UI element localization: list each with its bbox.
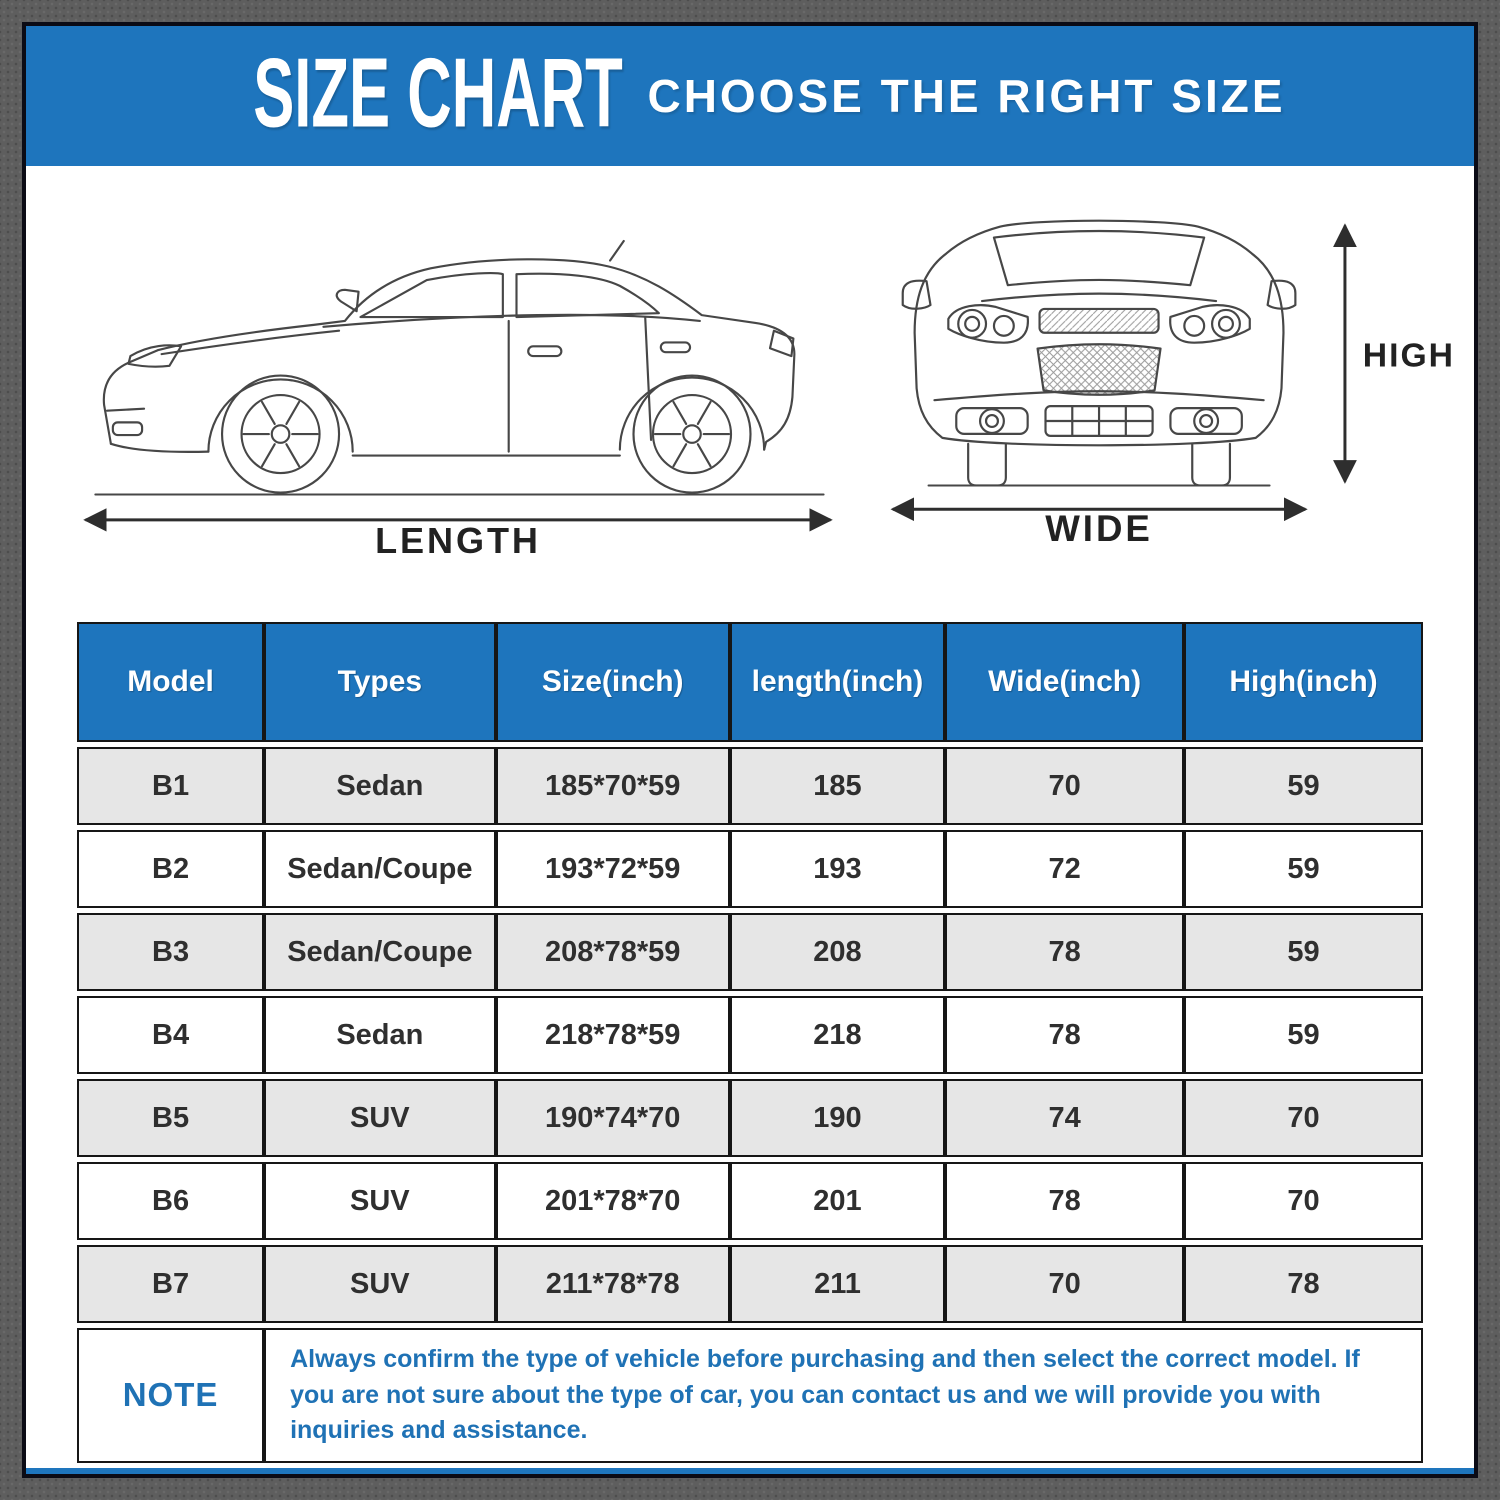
table-cell: 59 [1184, 830, 1423, 908]
note-text: Always confirm the type of vehicle before purchasing and then select the correct model. If you are not sure about the type of car, you can contact us and we will provide you with inquiries and assistance. [264, 1328, 1423, 1463]
size-table-footer [77, 1328, 1423, 1463]
front-wheel [222, 376, 339, 493]
table-row-B7 [77, 1245, 1423, 1323]
wide-label: WIDE [1045, 507, 1153, 545]
length-label: LENGTH [375, 520, 541, 557]
table-row-B3 [77, 913, 1423, 991]
table-cell: 208*78*59 [496, 913, 730, 991]
column-header-high: High(inch) [1184, 622, 1423, 742]
note-row [77, 1328, 1423, 1463]
table-cell: SUV [264, 1162, 496, 1240]
table-cell: 78 [1184, 1245, 1423, 1323]
table-cell: 201 [730, 1162, 945, 1240]
table-row-B4 [77, 996, 1423, 1074]
table-cell: 211*78*78 [496, 1245, 730, 1323]
table-cell: 70 [1184, 1162, 1423, 1240]
table-cell: 190*74*70 [496, 1079, 730, 1157]
table-cell: 193*72*59 [496, 830, 730, 908]
table-cell: 201*78*70 [496, 1162, 730, 1240]
high-label: HIGH [1362, 336, 1455, 375]
table-cell: 70 [1184, 1079, 1423, 1157]
table-row-B1 [77, 747, 1423, 825]
table-cell: B1 [77, 747, 264, 825]
table-cell: SUV [264, 1079, 496, 1157]
table-cell: Sedan [264, 747, 496, 825]
size-chart-card [22, 22, 1478, 1478]
table-cell: SUV [264, 1245, 496, 1323]
table-cell: B2 [77, 830, 264, 908]
table-cell: 78 [945, 1162, 1184, 1240]
table-cell: B6 [77, 1162, 264, 1240]
table-cell: 78 [945, 996, 1184, 1074]
column-header-length: length(inch) [730, 622, 945, 742]
table-cell: 59 [1184, 913, 1423, 991]
table-cell: 185*70*59 [496, 747, 730, 825]
table-cell: 190 [730, 1079, 945, 1157]
table-cell: 185 [730, 747, 945, 825]
table-cell: 70 [945, 747, 1184, 825]
size-table [77, 617, 1423, 1468]
table-cell: 72 [945, 830, 1184, 908]
header-banner [26, 26, 1474, 166]
page-subtitle: CHOOSE THE RIGHT SIZE [647, 70, 1286, 122]
table-cell: 70 [945, 1245, 1184, 1323]
table-row-B2 [77, 830, 1423, 908]
table-cell: 59 [1184, 747, 1423, 825]
table-cell: 218 [730, 996, 945, 1074]
column-header-size: Size(inch) [496, 622, 730, 742]
footer-accent-bar [26, 1468, 1474, 1479]
table-cell: 211 [730, 1245, 945, 1323]
table-cell: 208 [730, 913, 945, 991]
front-view-car-drawing [871, 182, 1456, 545]
table-cell: 74 [945, 1079, 1184, 1157]
table-row-B5 [77, 1079, 1423, 1157]
size-table-body [77, 747, 1423, 1323]
column-header-types: Types [264, 622, 496, 742]
table-cell: Sedan/Coupe [264, 913, 496, 991]
column-header-wide: Wide(inch) [945, 622, 1184, 742]
note-label: NOTE [77, 1328, 264, 1463]
table-cell: B4 [77, 996, 264, 1074]
table-cell: Sedan [264, 996, 496, 1074]
table-cell: 78 [945, 913, 1184, 991]
table-cell: 193 [730, 830, 945, 908]
page-title: SIZE CHART [253, 37, 624, 148]
table-cell: Sedan/Coupe [264, 830, 496, 908]
size-table-header [77, 622, 1423, 742]
table-cell: 218*78*59 [496, 996, 730, 1074]
table-cell: 59 [1184, 996, 1423, 1074]
measurement-diagrams [26, 166, 1474, 611]
column-header-model: Model [77, 622, 264, 742]
table-row-B6 [77, 1162, 1423, 1240]
table-cell: B7 [77, 1245, 264, 1323]
table-cell: B5 [77, 1079, 264, 1157]
table-cell: B3 [77, 913, 264, 991]
side-view-car-drawing [68, 200, 848, 557]
